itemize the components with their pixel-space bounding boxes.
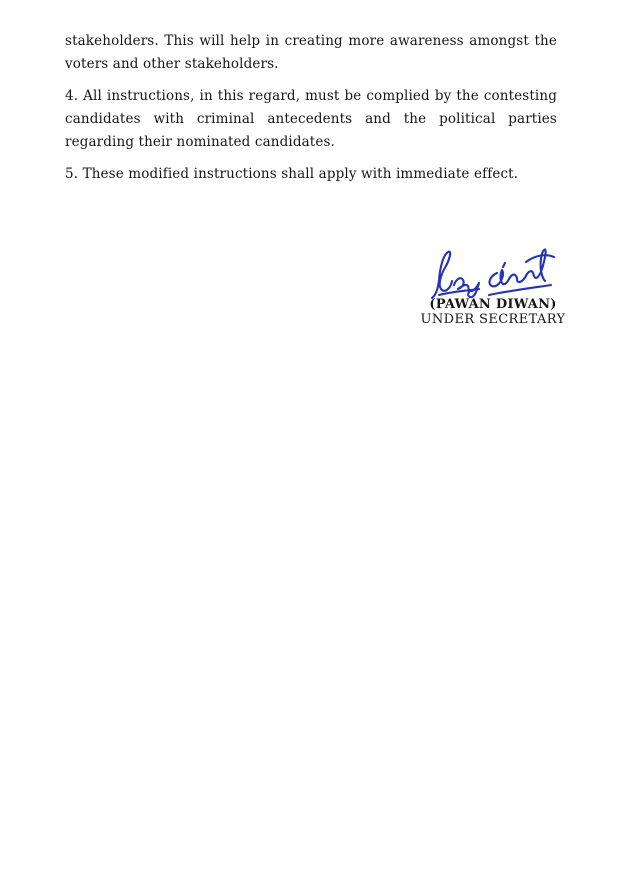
paragraph-5: 5. These modified instructions shall apply with immediate effect. [65,166,519,182]
signatory-title: UNDER SECRETARY [420,312,566,327]
signatory-name: (PAWAN DIWAN) [429,297,557,312]
signatory-block [413,297,573,327]
paragraph-4: 4. All instructions, in this regard, must be complied by the contesting candidates with criminal antecedents and the political parties regarding their nominated candidates. [65,88,557,150]
signature-image [430,245,558,301]
paragraph-continuation: stakeholders. This will help in creating more awareness amongst the voters and other stakeholders. [65,33,557,72]
body-text [65,30,557,195]
